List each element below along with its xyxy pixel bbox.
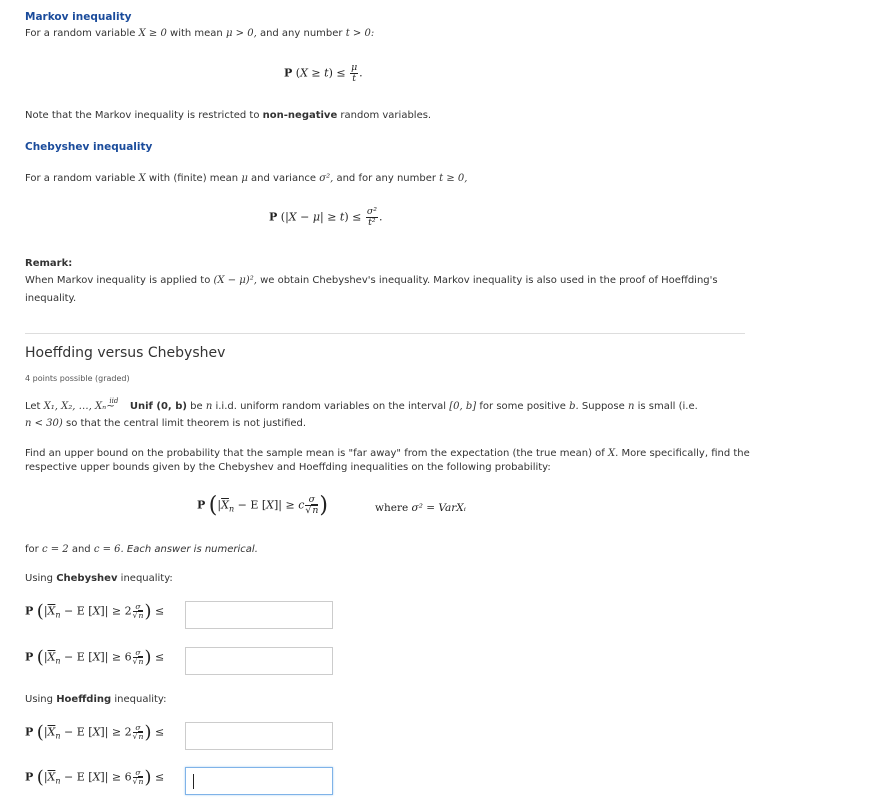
problem-para-2-line-1: Find an upper bound on the probability that the sample mean is "far away" from the expectation (the true mean) of X. More specifically, find the <box>25 448 750 459</box>
problem-para-1-line-1: Let X₁, X₂, …, Xₙ $^{iid}$~ Unif (0, b) be n i.i.d. uniform random variables on the interval [0, b] for some positive b. Suppose n is small (i.e. <box>25 397 698 412</box>
points-label: 4 points possible (graded) <box>25 374 130 383</box>
markov-note: Note that the Markov inequality is restricted to non-negative random variables. <box>25 110 432 121</box>
remark-line-2: inequality. <box>25 293 77 304</box>
cheb-c2-expression: P ($|\overline{X}_n - E$ [X]| ≥ 2 $\frac{\sigma}{√n}$ ) ≤ <box>25 601 165 622</box>
cheb-c6-answer-input[interactable] <box>185 647 333 675</box>
remark-line-1: When Markov inequality is applied to (X − μ)², we obtain Chebyshev's inequality. Markov inequality is also used in the proof of Hoeffding's <box>25 275 718 286</box>
where-clause: where σ² = VarXᵢ <box>375 502 466 514</box>
markov-title: Markov inequality <box>25 11 132 23</box>
problem-para-2-line-2: respective upper bounds given by the Chebyshev and Hoeffding inequalities on the following probability: <box>25 462 551 473</box>
chebyshev-formula: P (|X − μ| ≥ t) ≤ $\frac{\text{σ²}}{\text{t²}}$ . <box>269 206 383 228</box>
probability-formula: P ($|\overline{X}_n - E$ [X]| ≥ c $\frac{\sigma}{√n}$ ) <box>197 493 328 518</box>
chebyshev-title: Chebyshev inequality <box>25 141 153 153</box>
cheb-c6-expression: P ($|\overline{X}_n - E$ [X]| ≥ 6 $\frac{\sigma}{√n}$ ) ≤ <box>25 647 165 668</box>
for-c-line: for c = 2 and c = 6. Each answer is numerical. <box>25 544 258 555</box>
cheb-c2-answer-input[interactable] <box>185 601 333 629</box>
hoef-c2-expression: P ($|\overline{X}_n - E$ [X]| ≥ 2 $\frac{\sigma}{√n}$ ) ≤ <box>25 722 165 743</box>
remark-title: Remark: <box>25 258 73 269</box>
using-hoeffding-label: Using Hoeffding inequality: <box>25 694 167 705</box>
problem-title: Hoeffding versus Chebyshev <box>25 345 226 361</box>
markov-formula: P (X ≥ t) ≤ $\frac{\mu}{t}$ . <box>284 62 363 84</box>
markov-intro: For a random variable X ≥ 0 with mean μ > 0, and any number t > 0: <box>25 28 375 39</box>
section-divider <box>25 333 745 334</box>
using-chebyshev-label: Using Chebyshev inequality: <box>25 573 173 584</box>
hoef-c2-answer-input[interactable] <box>185 722 333 750</box>
text-caret <box>193 774 194 789</box>
hoef-c6-answer-input[interactable] <box>185 767 333 795</box>
chebyshev-intro: For a random variable X with (finite) mean μ and variance σ², and for any number t ≥ 0, <box>25 173 468 184</box>
problem-para-1-line-2: n < 30) so that the central limit theorem is not justified. <box>25 418 307 429</box>
hoef-c6-expression: P ($|\overline{X}_n - E$ [X]| ≥ 6 $\frac{\sigma}{√n}$ ) ≤ <box>25 767 165 788</box>
